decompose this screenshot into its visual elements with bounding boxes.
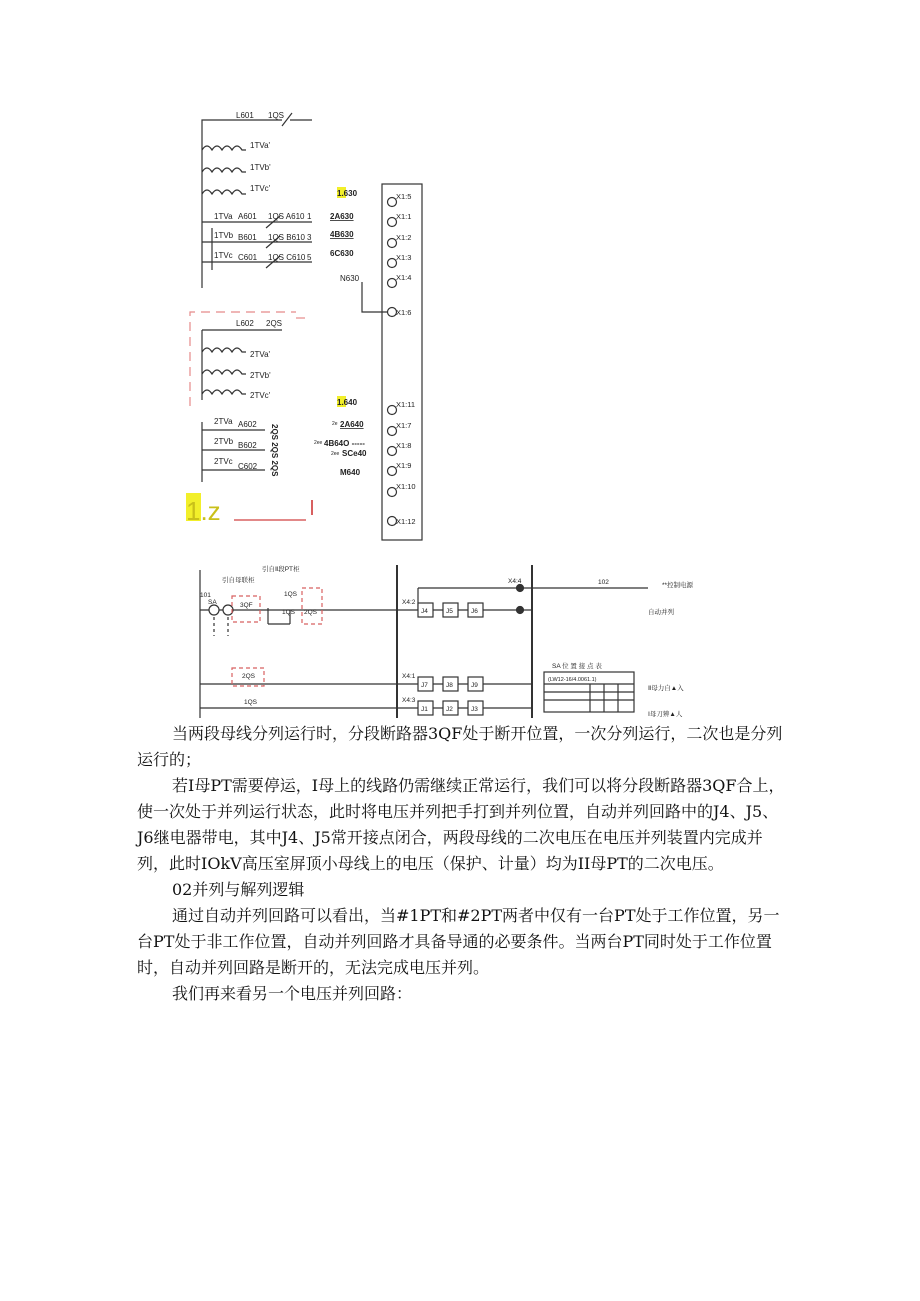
label-101: 101 — [200, 592, 211, 599]
label-B602: B602 — [238, 441, 257, 450]
relay-J9: J9 — [471, 682, 478, 689]
label-2QS: 2QS — [304, 609, 318, 616]
relay-J8: J8 — [446, 682, 453, 689]
note-from-bus-tie-cabinet: 引自母联柜 — [222, 577, 255, 584]
label-2TVb-prime: 2TVb' — [250, 371, 271, 380]
label-1QS-b: 1QS — [282, 609, 296, 616]
label-2TVa: 2TVa — [214, 417, 233, 426]
wire-4B630: 4B630 — [330, 230, 354, 239]
label-2TVa-prime: 2TVa' — [250, 350, 271, 359]
auto-parallel-circuit-diagram — [0, 560, 920, 720]
terminal-X1-11: X1:11 — [396, 400, 416, 409]
wire-4B640-prefix: 2ee — [314, 440, 323, 446]
label-2TVb: 2TVb — [214, 437, 234, 446]
label-1z: 1.z — [186, 496, 221, 526]
relay-J6: J6 — [471, 608, 478, 615]
label-2TVc: 2TVc — [214, 457, 233, 466]
label-1QS: 1QS — [268, 111, 285, 120]
label-1TVb-prime: 1TVb' — [250, 163, 271, 172]
wire-SCe40-prefix: 2ee — [331, 451, 340, 457]
label-102: 102 — [598, 579, 609, 586]
label-2QS-b: 2QS — [242, 673, 256, 680]
terminal-X1-9: X1:9 — [396, 461, 412, 470]
wire-4B640: 4B64O ----- — [324, 439, 365, 448]
label-2QS-vertical: 2QS 2QS 2QS — [270, 424, 279, 477]
wire-N630: N630 — [340, 274, 360, 283]
label-auto-parallel: 自动并列 — [648, 609, 674, 616]
wire-M640: M640 — [340, 468, 361, 477]
label-L601: L601 — [236, 111, 254, 120]
wire-SCe40: SCe40 — [342, 449, 367, 458]
label-X4-1: X4:1 — [402, 673, 416, 680]
label-SA: SA — [208, 599, 217, 606]
terminal-X1-3: X1:3 — [396, 253, 412, 262]
terminal-X1-8: X1:8 — [396, 441, 412, 450]
label-1TVa-prime: 1TVa' — [250, 141, 271, 150]
terminal-X1-4: X1:4 — [396, 273, 412, 282]
relay-J3: J3 — [471, 706, 478, 713]
terminal-X1-6: X1:6 — [396, 308, 412, 317]
wire-1630: 1.630 — [337, 189, 358, 198]
label-2QS: 2QS — [266, 319, 283, 328]
sa-table-model: (LW12-16/4.0061.1) — [548, 677, 597, 683]
label-A601: A601 — [238, 212, 257, 221]
paragraph-another-circuit: 我们再来看另一个电压并列回路： — [172, 984, 413, 1003]
label-bus2-switch-in: Ⅱ母力自▲入 — [648, 685, 684, 692]
terminal-X1-7: X1:7 — [396, 421, 412, 430]
terminal-X1-5: X1:5 — [396, 192, 412, 201]
label-1TVa: 1TVa — [214, 212, 233, 221]
label-B601: B601 — [238, 233, 257, 242]
label-1QS-B610: 1QS B610 — [268, 233, 305, 242]
relay-J4: J4 — [421, 608, 428, 615]
note-from-pt2-cabinet: 引自Ⅱ段PT柜 — [262, 566, 300, 573]
terminal-X1-2: X1:2 — [396, 233, 412, 242]
terminal-X1-12: X1:12 — [396, 517, 416, 526]
wire-2A640: 2A640 — [340, 420, 364, 429]
label-control-power: **控制电源 — [662, 582, 694, 589]
body-text — [137, 721, 787, 1007]
label-n3: 3 — [307, 233, 312, 242]
terminal-X1-1: X1:1 — [396, 212, 412, 221]
label-1TVc: 1TVc — [214, 251, 233, 260]
paragraph-auto-parallel-condition: 通过自动并列回路可以看出，当#1PT和#2PT两者中仅有一台PT处于工作位置，另一台PT处于非工作位置，自动并列回路才具备导通的必要条件。当两台PT同时处于工作位置时，自动并列回路是断开的，无法完成电压并列。 — [137, 906, 780, 977]
section-heading-logic: 02并列与解列逻辑 — [172, 880, 305, 899]
label-1QS-c: 1QS — [244, 699, 258, 706]
label-1TVc-prime: 1TVc' — [250, 184, 271, 193]
wire-1640: 1.640 — [337, 398, 358, 407]
terminal-X1-10: X1:10 — [396, 482, 416, 491]
label-A602: A602 — [238, 420, 257, 429]
sa-table-title: SA 位 置 接 点 表 — [552, 663, 602, 670]
wire-2A630: 2A630 — [330, 212, 354, 221]
relay-J2: J2 — [446, 706, 453, 713]
relay-J5: J5 — [446, 608, 453, 615]
paragraph-parallel-procedure: 若I母PT需要停运，I母上的线路仍需继续正常运行，我们可以将分段断路器3QF合上，使一次处于并列运行状态，此时将电压并列把手打到并列位置，自动并列回路中的J4、J5、J6继电器带电，其中J4、J5常开接点闭合，两段母线的二次电压在电压并列装置内完成并列，此时IOkV高压室屏顶小母线上的电压（保护、计量）均为II母PT的二次电压。 — [137, 776, 785, 873]
label-C601: C601 — [238, 253, 258, 262]
label-3QF: 3QF — [240, 602, 253, 609]
relay-J7: J7 — [421, 682, 428, 689]
label-n1: 1 — [307, 212, 312, 221]
label-2TVc-prime: 2TVc' — [250, 391, 271, 400]
label-n5: 5 — [307, 253, 312, 262]
label-1QS-A610: 1QS A610 — [268, 212, 305, 221]
label-1TVb: 1TVb — [214, 231, 234, 240]
label-bus1-switch-in: Ⅰ母刀辨▲人 — [648, 711, 683, 718]
label-L602: L602 — [236, 319, 254, 328]
label-C602: C602 — [238, 462, 258, 471]
pt-secondary-circuit-diagram — [0, 0, 920, 560]
wire-6C630: 6C630 — [330, 249, 354, 258]
label-X4-2: X4:2 — [402, 599, 416, 606]
wire-2A640-prefix: 2e — [332, 421, 338, 427]
label-1QS-a: 1QS — [284, 591, 298, 598]
label-1QS-C610: 1QS C610 — [268, 253, 306, 262]
label-X4-3: X4:3 — [402, 697, 416, 704]
paragraph-split-operation: 当两段母线分列运行时，分段断路器3QF处于断开位置，一次分列运行，二次也是分列运行的； — [137, 724, 783, 769]
relay-J1: J1 — [421, 706, 428, 713]
label-X4-4: X4:4 — [508, 578, 522, 585]
